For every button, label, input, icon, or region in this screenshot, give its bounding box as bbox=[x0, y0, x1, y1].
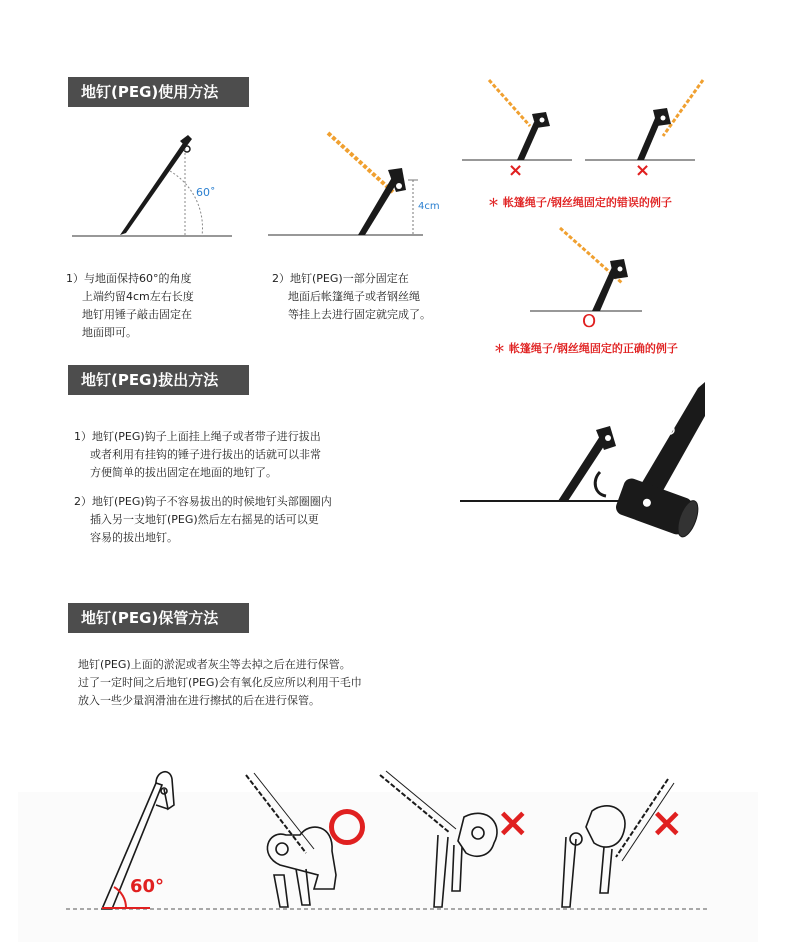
bottom-illustration-strip bbox=[18, 765, 758, 915]
peg-angle-figure bbox=[70, 125, 240, 245]
wrong-x-mark: × bbox=[650, 800, 684, 846]
remove-step1-line: 或者利用有挂钩的锤子进行拔出的话就可以非常 bbox=[90, 448, 321, 461]
height-label: 4cm bbox=[418, 201, 440, 212]
angle-label: 60˚ bbox=[196, 186, 216, 199]
angle-label-large: 60° bbox=[130, 876, 165, 897]
remove-step1-line: 1）地钉(PEG)钩子上面挂上绳子或者带子进行拔出 bbox=[74, 430, 321, 443]
usage-step1-line: 地面即可。 bbox=[82, 326, 137, 339]
peg-rope-figure bbox=[268, 130, 438, 240]
remove-step2 bbox=[74, 493, 332, 547]
store-section-title: 地钉(PEG)保管方法 bbox=[68, 603, 249, 633]
remove-section-title: 地钉(PEG)拔出方法 bbox=[68, 365, 249, 395]
remove-step2-line: 插入另一支地钉(PEG)然后左右摇晃的话可以更 bbox=[90, 513, 319, 526]
wrong-example-2 bbox=[585, 78, 700, 163]
wrong-example-1 bbox=[462, 78, 577, 163]
wrong-mark: × bbox=[635, 160, 651, 181]
wrong-x-mark: × bbox=[496, 800, 530, 846]
wrong-example-note: ＊ 帐篷绳子/钢丝绳固定的错误的例子 bbox=[488, 196, 672, 209]
usage-step2-line: 等挂上去进行固定就完成了。 bbox=[288, 308, 431, 321]
usage-step2-line: 地面后帐篷绳子或者钢丝绳 bbox=[288, 290, 420, 303]
remove-step2-line: 2）地钉(PEG)钩子不容易拔出的时候地钉头部圈圈内 bbox=[74, 495, 332, 508]
usage-step1 bbox=[66, 270, 194, 342]
right-example bbox=[530, 225, 645, 315]
outline-peg-correct bbox=[246, 773, 336, 907]
remove-step2-line: 容易的拔出地钉。 bbox=[90, 531, 178, 544]
correct-circle-mark bbox=[329, 809, 365, 845]
usage-step2 bbox=[272, 270, 431, 324]
usage-step1-line: 地钉用锤子敲击固定在 bbox=[82, 308, 192, 321]
hammer-removal-figure bbox=[460, 376, 710, 546]
store-line: 过了一定时间之后地钉(PEG)会有氧化反应所以利用干毛巾 bbox=[78, 676, 362, 689]
remove-step1 bbox=[74, 428, 321, 482]
usage-step2-line: 2）地钉(PEG)一部分固定在 bbox=[272, 272, 409, 285]
wrong-mark: × bbox=[508, 160, 524, 181]
outline-peg-wrong-1 bbox=[380, 771, 497, 907]
store-paragraph bbox=[78, 656, 362, 710]
store-line: 放入一些少量润滑油在进行擦拭的后在进行保管。 bbox=[78, 694, 320, 707]
remove-step1-line: 方便简单的拔出固定在地面的地钉了。 bbox=[90, 466, 277, 479]
store-line: 地钉(PEG)上面的淤泥或者灰尘等去掉之后在进行保管。 bbox=[78, 658, 351, 671]
usage-section-title: 地钉(PEG)使用方法 bbox=[68, 77, 249, 107]
usage-step1-line: 1）与地面保持60°的角度 bbox=[66, 272, 192, 285]
right-mark: O bbox=[582, 311, 597, 332]
usage-step1-line: 上端约留4cm左右长度 bbox=[82, 290, 194, 303]
right-example-note: ＊ 帐篷绳子/钢丝绳固定的正确的例子 bbox=[494, 342, 678, 355]
